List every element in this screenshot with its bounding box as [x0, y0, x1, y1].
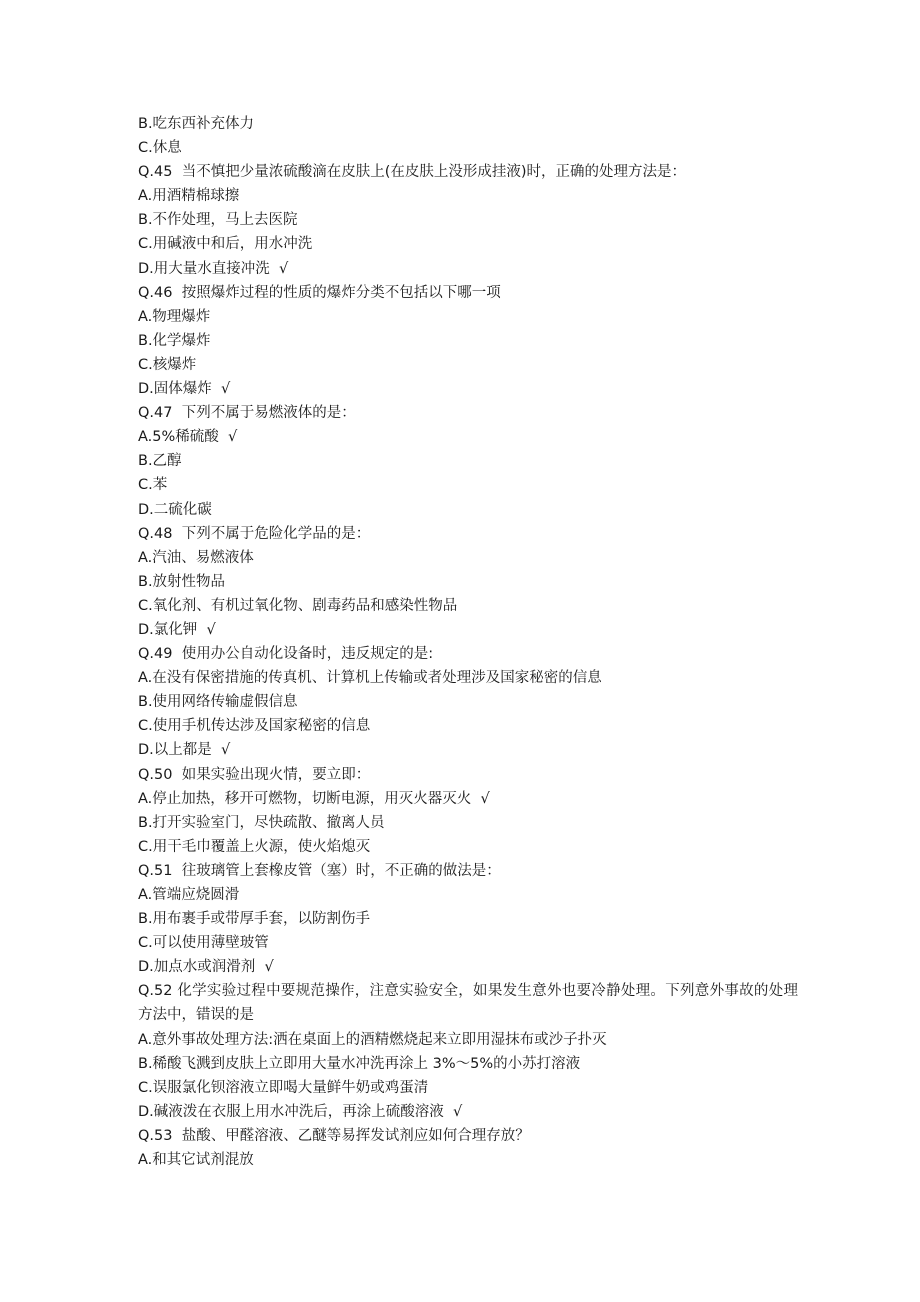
- question-line: Q.49 使用办公自动化设备时，违反规定的是:: [138, 646, 434, 663]
- option-line: A.在没有保密措施的传真机、计算机上传输或者处理涉及国家秘密的信息: [138, 670, 602, 687]
- question-line: Q.50 如果实验出现火情，要立即：: [138, 766, 371, 783]
- question-line: Q.52 化学实验过程中要规范操作，注意实验安全，如果发生意外也要冷静处理。下列意外事故的处理方法中，错误的是: [138, 983, 798, 1024]
- option-line: B.放射性物品: [138, 573, 226, 590]
- option-line: C.氧化剂、有机过氧化物、剧毒药品和感染性物品: [138, 597, 458, 614]
- option-line: B.吃东西补充体力: [138, 116, 255, 132]
- question-line: Q.48 下列不属于危险化学品的是：: [138, 525, 371, 542]
- option-line: D.用大量水直接冲洗 √: [138, 260, 289, 277]
- option-line: D.二硫化碳: [138, 501, 212, 518]
- question-line: Q.53 盐酸、甲醛溶液、乙醚等易挥发试剂应如何合理存放？: [138, 1127, 530, 1144]
- option-line: B.稀酸飞溅到皮肤上立即用大量水冲洗再涂上 3%～5%的小苏打溶液: [138, 1055, 581, 1072]
- option-line: A.汽油、易燃液体: [138, 549, 254, 566]
- option-line: C.苯: [138, 477, 168, 494]
- option-line: B.用布裹手或带厚手套，以防割伤手: [138, 911, 371, 928]
- option-line: A.用酒精棉球擦: [138, 188, 240, 205]
- option-line: C.核爆炸: [138, 356, 197, 373]
- option-line: D.碱液泼在衣服上用水冲洗后，再涂上硫酸溶液 √: [138, 1103, 463, 1120]
- option-line: C.用干毛巾覆盖上火源，使火焰熄灭: [138, 838, 371, 855]
- document-page: [138, 112, 798, 1172]
- option-line: A.停止加热，移开可燃物，切断电源，用灭火器灭火 √: [138, 790, 490, 807]
- option-line: B.打开实验室门，尽快疏散、撤离人员: [138, 814, 385, 831]
- option-line: C.用碱液中和后，用水冲洗: [138, 236, 313, 253]
- option-line: B.不作处理，马上去医院: [138, 212, 298, 229]
- question-line: Q.46 按照爆炸过程的性质的爆炸分类不包括以下哪一项: [138, 284, 501, 301]
- option-line: A.管端应烧圆滑: [138, 887, 240, 903]
- option-line: B.使用网络传输虚假信息: [138, 694, 298, 711]
- option-line: C.使用手机传达涉及国家秘密的信息: [138, 718, 371, 735]
- option-line: B.乙醇: [138, 453, 182, 470]
- option-line: B.化学爆炸: [138, 332, 211, 349]
- option-line: D.以上都是 √: [138, 742, 231, 759]
- option-line: A.意外事故处理方法:洒在桌面上的酒精燃烧起来立即用湿抹布或沙子扑灭: [138, 1031, 607, 1048]
- option-line: A.物理爆炸: [138, 308, 211, 325]
- option-line: D.加点水或润滑剂 √: [138, 959, 274, 976]
- option-line: C.可以使用薄壁玻管: [138, 935, 269, 952]
- option-line: A.5%稀硫酸 √: [138, 429, 238, 446]
- option-line: C.休息: [138, 140, 182, 157]
- option-line: A.和其它试剂混放: [138, 1152, 254, 1169]
- question-line: Q.45 当不慎把少量浓硫酸滴在皮肤上(在皮肤上没形成挂液)时，正确的处理方法是：: [138, 164, 687, 181]
- option-line: D.固体爆炸 √: [138, 381, 231, 398]
- option-line: D.氯化钾 √: [138, 621, 216, 638]
- question-line: Q.51 往玻璃管上套橡皮管（塞）时，不正确的做法是：: [138, 862, 501, 879]
- option-line: C.误服氯化钡溶液立即喝大量鲜牛奶或鸡蛋清: [138, 1079, 429, 1096]
- question-line: Q.47 下列不属于易燃液体的是：: [138, 405, 356, 422]
